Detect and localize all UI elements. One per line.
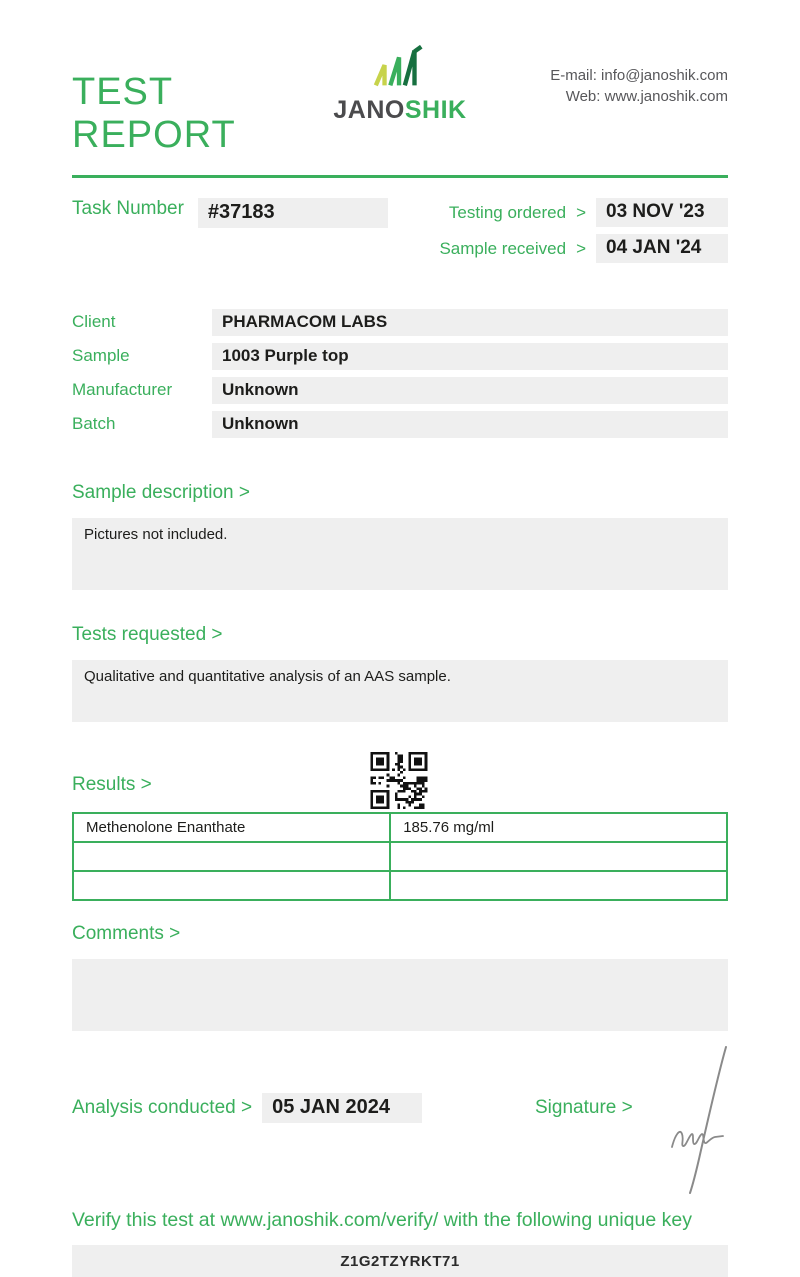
results-table — [72, 812, 728, 901]
tests-requested-content: Qualitative and quantitative analysis of an AAS sample. — [72, 660, 728, 722]
batch-value: Unknown — [212, 411, 728, 438]
table-row — [73, 813, 727, 842]
contact-info — [475, 65, 728, 107]
client-row — [72, 309, 728, 336]
sample-label: Sample — [72, 346, 130, 365]
table-row — [73, 842, 727, 871]
page-title: TEST REPORT — [72, 71, 236, 156]
result-value — [390, 842, 727, 871]
logo-shik: SHIK — [404, 96, 467, 124]
task-number-group — [72, 198, 388, 263]
verify-text: Verify this test at www.janoshik.com/verify/ with the following unique key — [72, 1209, 692, 1231]
manufacturer-value: Unknown — [212, 377, 728, 404]
manufacturer-label: Manufacturer — [72, 380, 173, 399]
tests-requested-section — [72, 624, 728, 722]
sample-received-value: 04 JAN '24 — [596, 234, 728, 263]
dates-group — [439, 198, 728, 263]
testing-ordered-label: Testing ordered — [448, 202, 567, 222]
email-label: E-mail: — [550, 67, 597, 84]
comments-label: Comments > — [72, 923, 181, 944]
comments-section — [72, 923, 728, 1031]
web-label: Web: — [565, 88, 601, 105]
analysis-signature-row — [72, 1093, 728, 1123]
sample-received-arrow: > — [576, 238, 586, 258]
client-label: Client — [72, 312, 116, 331]
result-value — [390, 871, 727, 900]
web-value: www.janoshik.com — [604, 88, 728, 105]
testing-ordered-row — [439, 198, 728, 227]
header-divider — [72, 175, 728, 178]
comments-content — [72, 959, 728, 1031]
sample-received-row — [439, 234, 728, 263]
batch-label: Batch — [72, 414, 116, 433]
logo-jano: JANO — [333, 96, 405, 124]
signature-handwriting — [642, 1041, 737, 1199]
sample-row — [72, 343, 728, 370]
tests-requested-label: Tests requested > — [72, 624, 223, 645]
testing-ordered-arrow: > — [576, 202, 586, 222]
logo-wordmark — [333, 96, 466, 125]
manufacturer-row — [72, 377, 728, 404]
analysis-conducted-group — [72, 1093, 422, 1123]
result-substance — [73, 871, 390, 900]
chart-growth-icon — [371, 45, 429, 94]
sample-description-section — [72, 482, 728, 590]
result-value: 185.76 mg/ml — [390, 813, 727, 842]
sample-description-label: Sample description > — [72, 482, 250, 503]
analysis-conducted-label: Analysis conducted > — [72, 1097, 253, 1118]
results-header — [72, 750, 728, 810]
task-number-label: Task Number — [72, 198, 184, 219]
sample-description-content: Pictures not included. — [72, 518, 728, 590]
sample-received-label: Sample received — [439, 238, 567, 258]
unique-key-box: Z1G2TZYRKT71 — [72, 1245, 728, 1277]
results-label: Results > — [72, 774, 152, 795]
contact-email-line — [475, 65, 728, 86]
result-substance — [73, 842, 390, 871]
signature-label: Signature > — [535, 1097, 633, 1118]
email-value: info@janoshik.com — [601, 67, 728, 84]
batch-row — [72, 411, 728, 438]
header — [72, 45, 728, 157]
qr-code-icon — [370, 752, 427, 809]
testing-ordered-value: 03 NOV '23 — [596, 198, 728, 227]
result-substance: Methenolone Enanthate — [73, 813, 390, 842]
sample-value: 1003 Purple top — [212, 343, 728, 370]
table-row — [73, 871, 727, 900]
client-value: PHARMACOM LABS — [212, 309, 728, 336]
janoshik-logo — [325, 45, 475, 125]
task-number-value: #37183 — [198, 198, 388, 228]
analysis-conducted-value: 05 JAN 2024 — [262, 1093, 422, 1123]
contact-web-line — [475, 86, 728, 107]
task-section — [72, 198, 728, 263]
sample-info-section — [72, 309, 728, 438]
